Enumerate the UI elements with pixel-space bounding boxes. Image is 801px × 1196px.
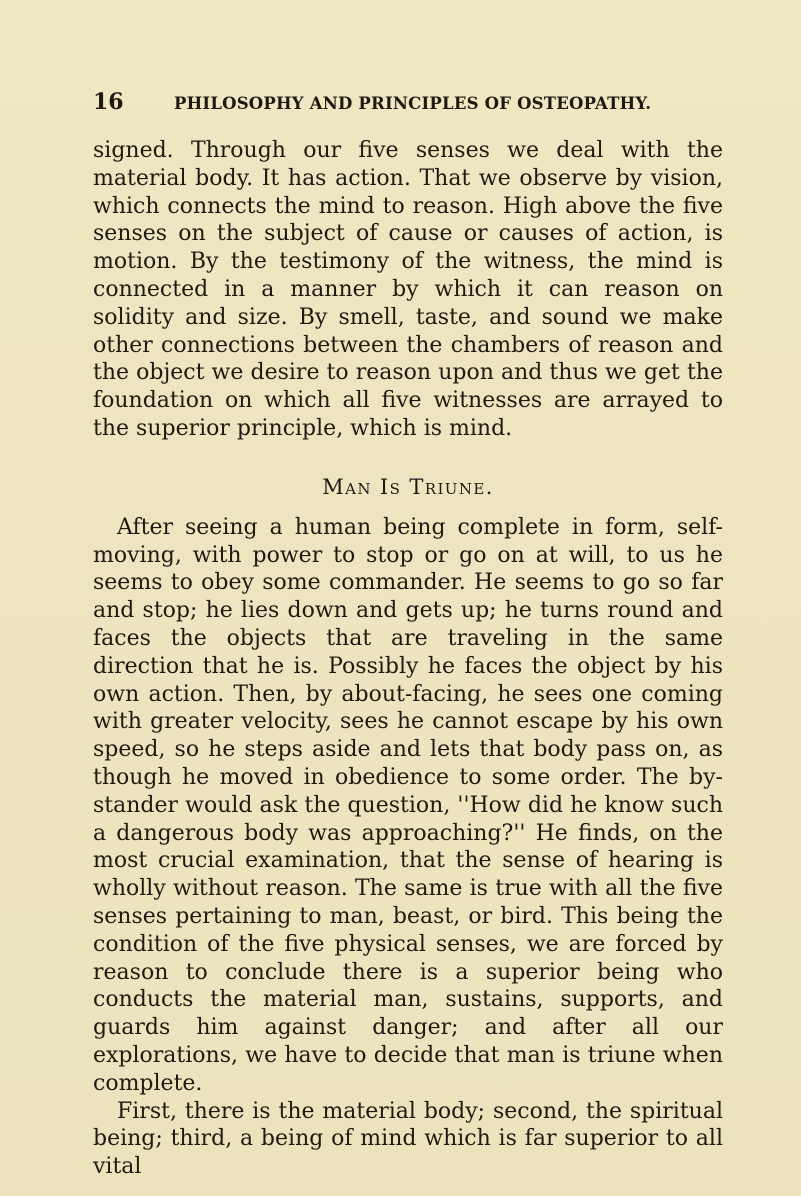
paragraph-continued: signed. Through our five senses we deal with the material body. It has action. That we observe by vision, which connects the mind to reason. High above the five senses on the subject of cause or causes of action, is motion. By the testimony of the witness, the mind is connected in a manner by which it can reason on solidity and size. By smell, taste, and sound we make other connections between the chambers of reason and the object we desire to reason upon and thus we get the foundation on which all five witnesses are arrayed to the superior principle, which is mind. (93, 138, 723, 441)
body-text (93, 137, 723, 1181)
running-title: PHILOSOPHY AND PRINCIPLES OF OSTEOPATHY. (174, 94, 652, 113)
section-heading: Man Is Triune. (322, 474, 494, 499)
page-number: 16 (93, 89, 124, 115)
paragraph: After seeing a human being complete in form, self-moving, with power to stop or go on at will, to us he seems to obey some commander. He seems to go so far and stop; he lies down and gets up; he turns round and faces the objects that are traveling in the same direction that he is. Possibly he faces the object by his own action. Then, by about-facing, he sees one coming with greater velocity, sees he cannot escape by his own speed, so he steps aside and lets that body pass on, as though he moved in obedience to some order. The by-stander would ask the question, ''How did he know such a dangerous body was approaching?'' He finds, on the most crucial examination, that the sense of hearing is wholly without reason. The same is true with all the five senses pertaining to man, beast, or bird. This being the condition of the five physical senses, we are forced by reason to conclude there is a superior being who conducts the material man, sustains, supports, and guards him against danger; and after all our explorations, we have to decide that man is triune when complete. (93, 514, 723, 1096)
running-header (0, 90, 801, 120)
paragraph: First, there is the material body; second, the spiritual being; third, a being of mind which is far superior to all vital (93, 1098, 723, 1180)
